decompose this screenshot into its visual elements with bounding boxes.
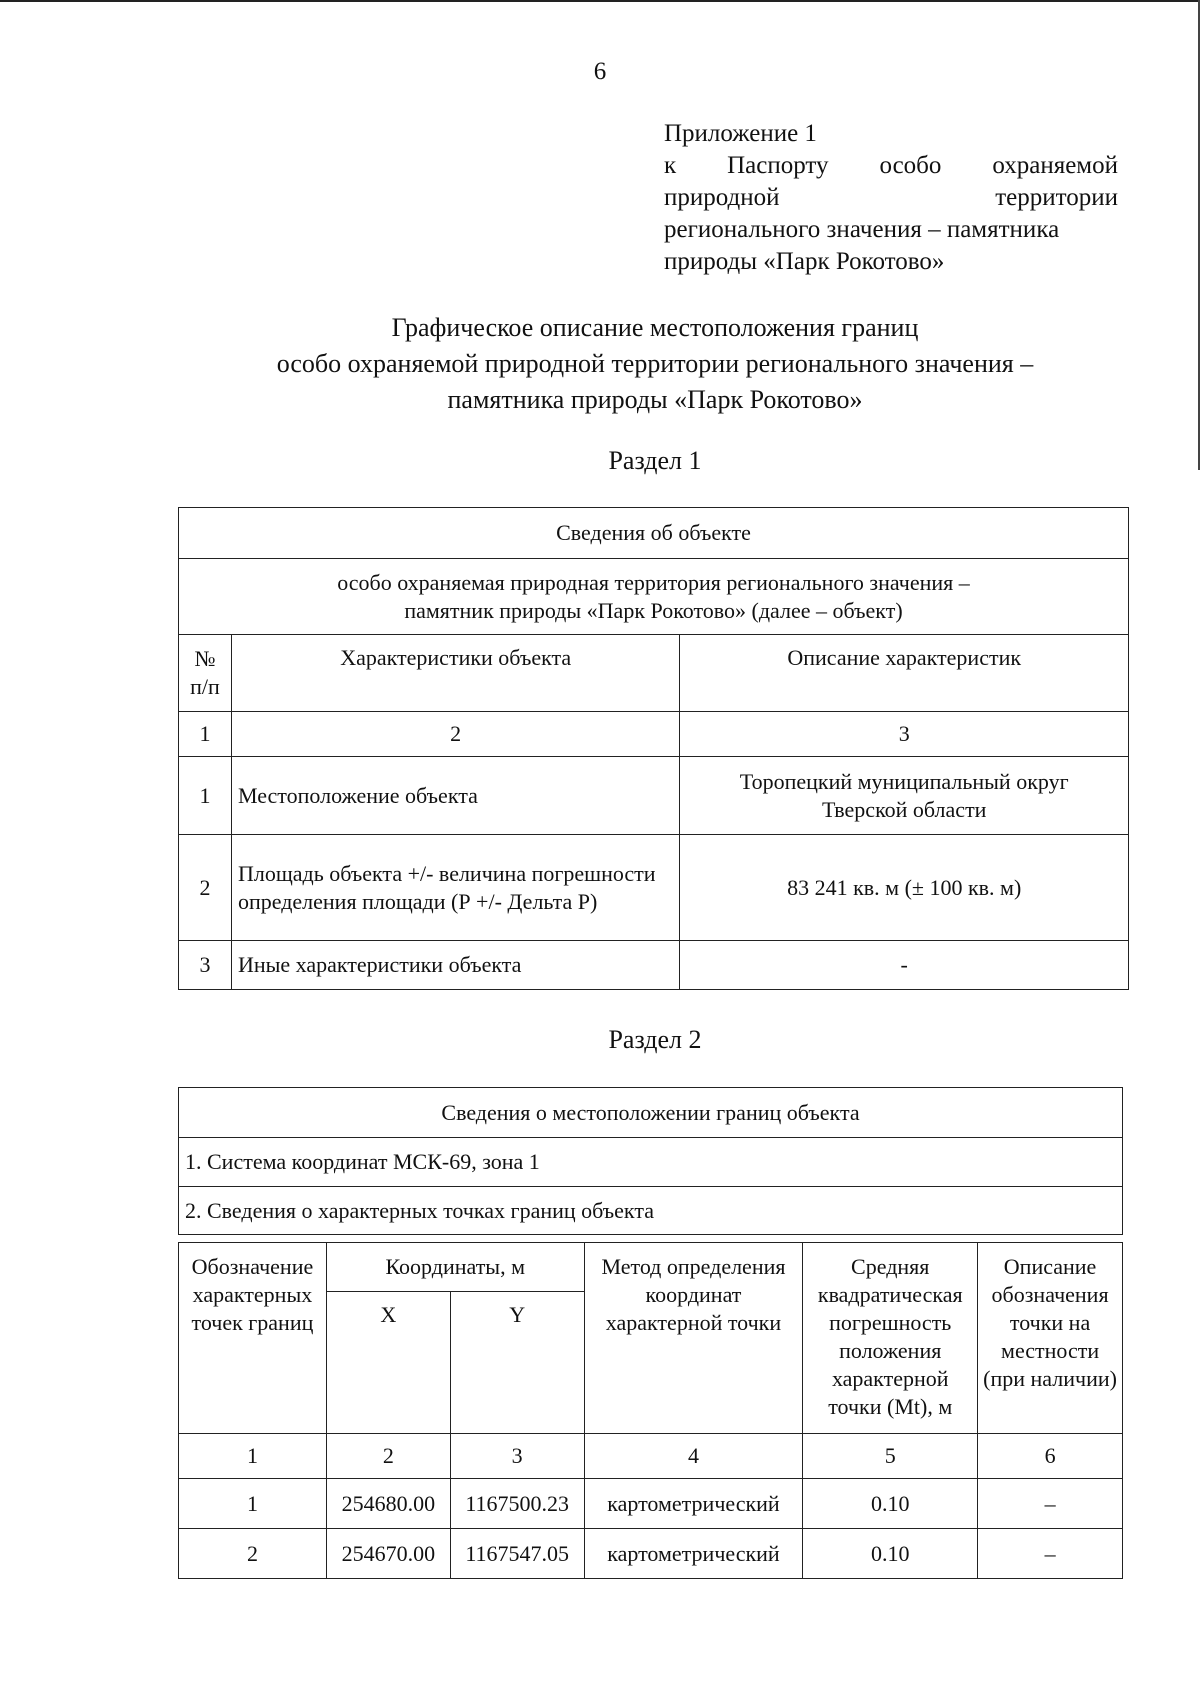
description-cell: 83 241 кв. м (± 100 кв. м) xyxy=(680,835,1129,941)
header-description: Описание обозначения точки на местности (при наличии) xyxy=(978,1243,1123,1434)
row-number: 1 xyxy=(179,757,232,835)
method-cell: картометрический xyxy=(584,1479,803,1529)
table-title: Сведения об объекте xyxy=(179,508,1129,559)
table-row xyxy=(179,835,1129,941)
appendix-line: природы «Парк Рокотово» xyxy=(664,248,945,275)
x-cell: 254680.00 xyxy=(326,1479,450,1529)
appendix-line: к Паспорту особо охраняемой xyxy=(664,152,1118,179)
column-number: 2 xyxy=(231,712,679,757)
y-cell: 1167547.05 xyxy=(450,1529,584,1579)
table-title: Сведения о местоположении границ объекта xyxy=(179,1088,1123,1138)
row-number: 2 xyxy=(179,835,232,941)
method-cell: картометрический xyxy=(584,1529,803,1579)
column-number: 4 xyxy=(584,1434,803,1479)
description-cell: – xyxy=(978,1479,1123,1529)
point-cell: 2 xyxy=(179,1529,327,1579)
object-name-line: особо охраняемая природная территория регионального значения – xyxy=(337,569,970,595)
characteristic-cell: Иные характеристики объекта xyxy=(231,941,679,990)
description-cell: - xyxy=(680,941,1129,990)
description-cell: Торопецкий муниципальный округ Тверской области xyxy=(680,757,1129,835)
description-cell: – xyxy=(978,1529,1123,1579)
header-method: Метод определения координат характерной точки xyxy=(584,1243,803,1434)
column-number: 6 xyxy=(978,1434,1123,1479)
table-row xyxy=(179,1479,1123,1529)
characteristic-cell: Местоположение объекта xyxy=(231,757,679,835)
header-designation: Обозначение характерных точек границ xyxy=(179,1243,327,1434)
object-name-cell xyxy=(179,559,1129,635)
object-info-table xyxy=(178,507,1129,990)
column-number: 3 xyxy=(450,1434,584,1479)
header-cell: № п/п xyxy=(179,635,232,712)
header-cell: Описание характеристик xyxy=(680,635,1129,712)
title-line: особо охраняемой природной территории регионального значения – xyxy=(276,349,1034,378)
header-y: Y xyxy=(450,1292,584,1434)
column-number: 1 xyxy=(179,1434,327,1479)
table-row xyxy=(179,941,1129,990)
row-number: 3 xyxy=(179,941,232,990)
error-cell: 0.10 xyxy=(803,1479,978,1529)
appendix-line: Приложение 1 xyxy=(664,120,817,147)
boundary-points-table xyxy=(178,1242,1123,1579)
object-name-line: памятник природы «Парк Рокотово» (далее – объект) xyxy=(404,597,903,623)
coordinate-system: 1. Система координат МСК-69, зона 1 xyxy=(179,1138,1123,1187)
header-coordinates: Координаты, м xyxy=(326,1243,584,1292)
appendix-line: регионального значения – памятника xyxy=(664,216,1060,243)
x-cell: 254670.00 xyxy=(326,1529,450,1579)
header-error: Средняя квадратическая погрешность положения характерной точки (Mt), м xyxy=(803,1243,978,1434)
section-2-heading: Раздел 2 xyxy=(608,1025,702,1054)
top-border-line xyxy=(0,0,1200,2)
error-cell: 0.10 xyxy=(803,1529,978,1579)
table-row xyxy=(179,1529,1123,1579)
appendix-block xyxy=(664,118,1118,278)
header-cell: Характеристики объекта xyxy=(231,635,679,712)
table-row xyxy=(179,757,1129,835)
boundary-info-table xyxy=(178,1087,1123,1235)
title-line: Графическое описание местоположения границ xyxy=(391,313,919,342)
document-title xyxy=(0,310,1200,418)
column-number: 3 xyxy=(680,712,1129,757)
column-number: 1 xyxy=(179,712,232,757)
title-line: памятника природы «Парк Рокотово» xyxy=(447,385,863,414)
y-cell: 1167500.23 xyxy=(450,1479,584,1529)
point-cell: 1 xyxy=(179,1479,327,1529)
header-x: X xyxy=(326,1292,450,1434)
section-1-heading: Раздел 1 xyxy=(608,446,702,475)
column-number: 5 xyxy=(803,1434,978,1479)
column-number: 2 xyxy=(326,1434,450,1479)
page-number: 6 xyxy=(593,58,607,85)
characteristic-cell: Площадь объекта +/- величина погрешности определения площади (Р +/- Дельта Р) xyxy=(231,835,679,941)
points-title: 2. Сведения о характерных точках границ объекта xyxy=(179,1187,1123,1235)
appendix-line: природной территории xyxy=(664,184,1118,211)
